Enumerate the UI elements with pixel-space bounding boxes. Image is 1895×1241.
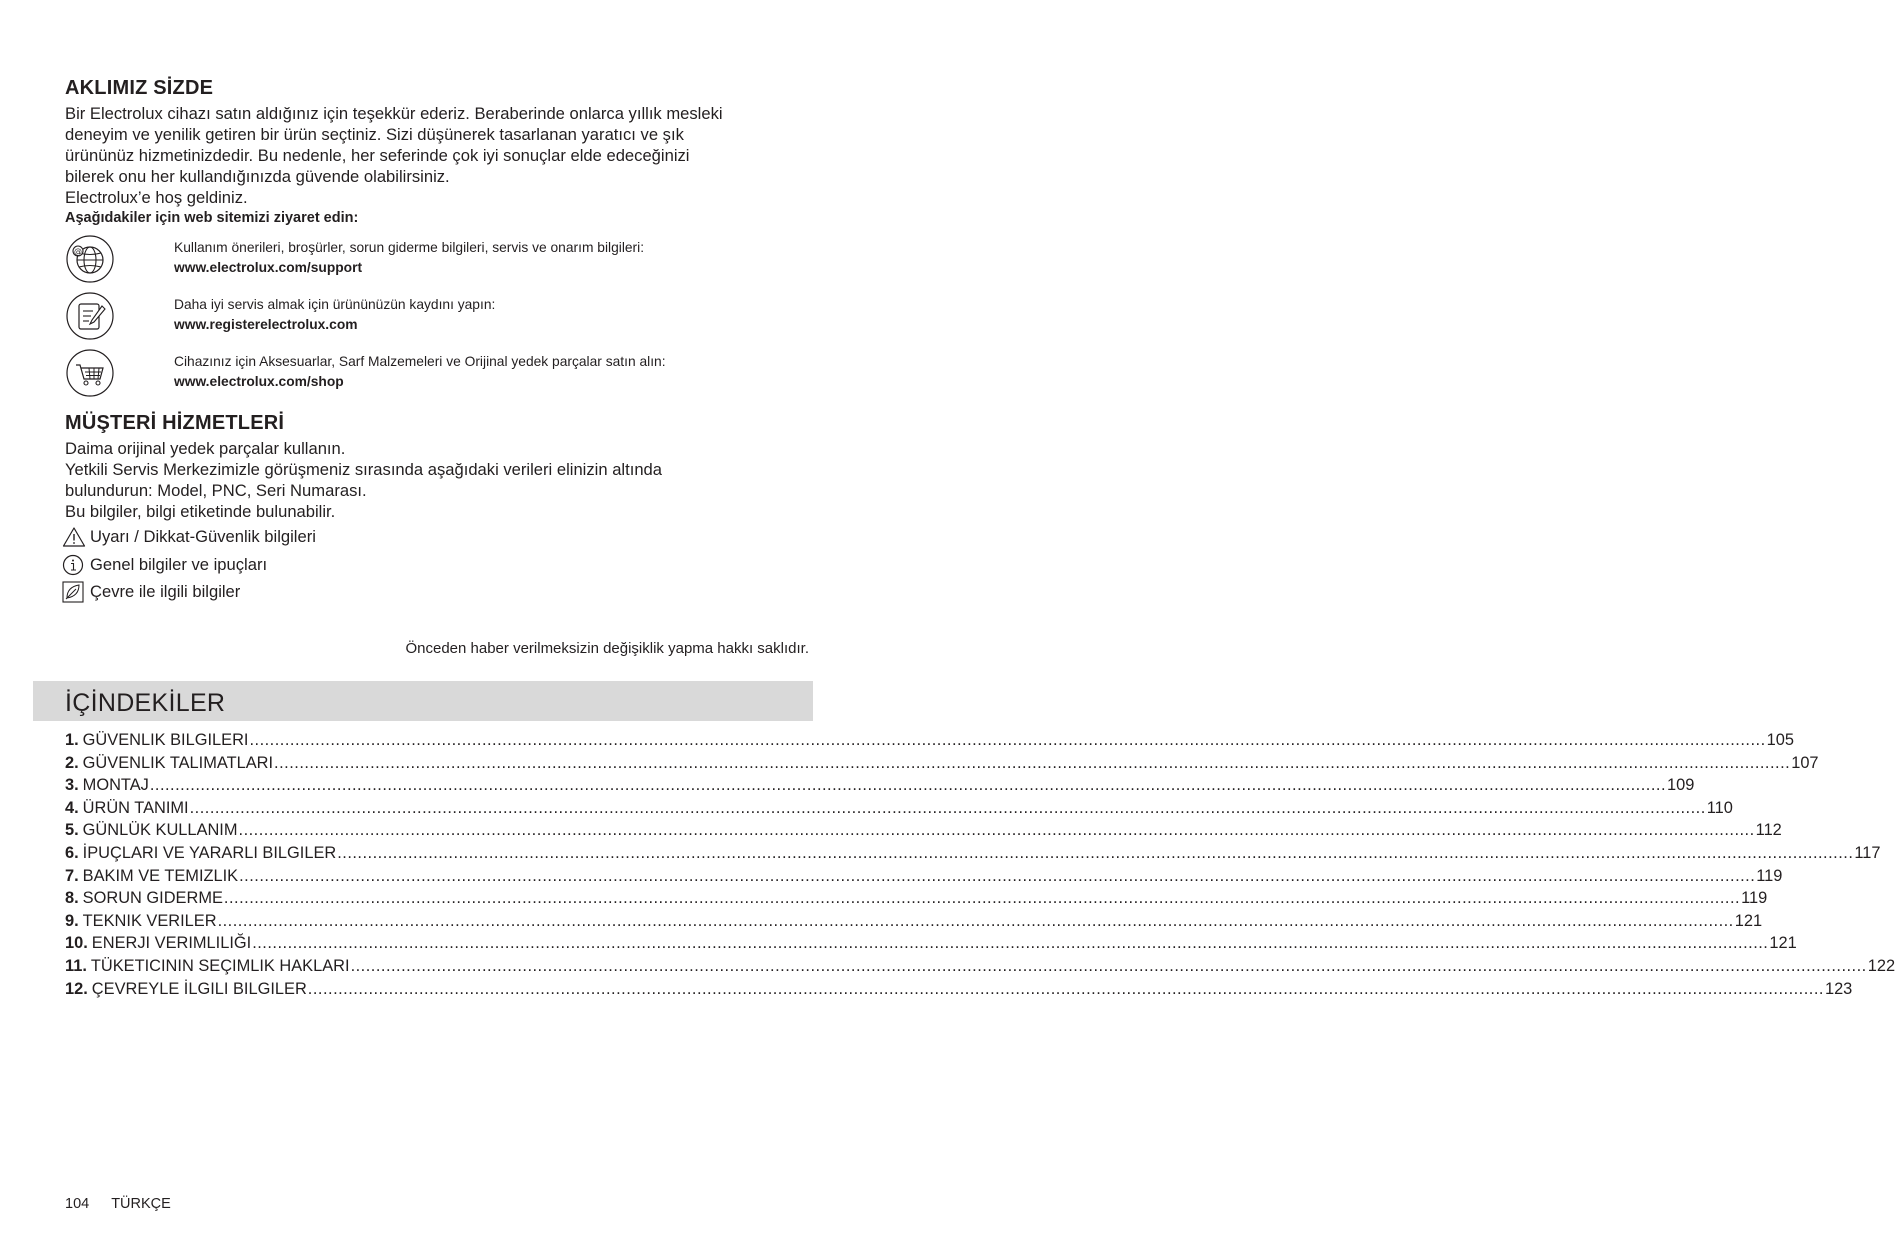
toc-leader-dots: ............................................................................................................................................................................................................................................................................................................: [307, 979, 1824, 998]
toc-leader-dots: ............................................................................................................................................................................................................................................................................................................: [223, 889, 1741, 908]
toc-entry-label: ENERJI VERIMLILIĞI: [91, 934, 252, 953]
toc-entry-number: 4.: [65, 798, 79, 817]
web-link-shop: [65, 348, 825, 400]
toc-entry-page: 121: [1769, 934, 1797, 953]
web-link-description: Kullanım önerileri, broşürler, sorun giderme bilgileri, servis ve onarım bilgileri:: [174, 240, 645, 255]
toc-list: [65, 731, 1895, 1002]
shop-link[interactable]: www.electrolux.com/shop: [174, 374, 344, 389]
toc-entry-page: 109: [1667, 776, 1695, 795]
legend-info: [62, 554, 267, 576]
toc-entry[interactable]: [65, 979, 1853, 1003]
legend-warning: [62, 526, 316, 548]
toc-entry-number: 11.: [65, 956, 87, 975]
web-link-register: [65, 291, 825, 343]
toc-leader-dots: ............................................................................................................................................................................................................................................................................................................: [337, 843, 1854, 862]
toc-leader-dots: ............................................................................................................................................................................................................................................................................................................: [149, 776, 1666, 795]
toc-entry[interactable]: [65, 776, 1695, 799]
toc-entry-label: MONTAJ: [82, 776, 149, 795]
shopping-cart-icon: [65, 348, 115, 398]
toc-entry-page: 122: [1867, 956, 1895, 975]
toc-entry-number: 10.: [65, 934, 88, 953]
customer-service-title: MÜŞTERİ HİZMETLERİ: [65, 412, 285, 434]
toc-entry-page: 105: [1766, 731, 1794, 749]
toc-leader-dots: ............................................................................................................................................................................................................................................................................................................: [189, 798, 1706, 817]
legend-text: Çevre ile ilgili bilgiler: [90, 582, 241, 601]
change-notice: Önceden haber verilmeksizin değişiklik yapma hakkı saklıdır.: [405, 640, 809, 657]
welcome-title: AKLIMIZ SİZDE: [65, 77, 214, 99]
toc-entry-page: 121: [1734, 911, 1763, 930]
customer-service-paragraph: [65, 438, 825, 522]
customer-service-line: Bu bilgiler, bilgi etiketinde bulunabilir.: [65, 502, 336, 521]
toc-entry-label: GÜVENLIK BILGILERI: [82, 731, 249, 749]
toc-entry[interactable]: [65, 821, 1782, 844]
toc-entry-page: 107: [1791, 753, 1819, 772]
toc-entry-page: 119: [1741, 889, 1768, 908]
toc-entry[interactable]: [65, 731, 1794, 754]
toc-entry-number: 12.: [65, 979, 88, 998]
toc-leader-dots: ............................................................................................................................................................................................................................................................................................................: [274, 753, 1791, 772]
toc-entry-label: TÜKETICININ SEÇIMLIK HAKLARI: [90, 956, 350, 975]
web-link-description: Cihazınız için Aksesuarlar, Sarf Malzemeleri ve Orijinal yedek parçalar satın alın:: [174, 354, 666, 369]
toc-leader-dots: ............................................................................................................................................................................................................................................................................................................: [239, 866, 1756, 885]
page-number: 104: [65, 1196, 90, 1212]
customer-service-line: Yetkili Servis Merkezimizle görüşmeniz sırasında aşağıdaki verileri elinizin altında: [65, 460, 663, 479]
toc-entry[interactable]: [65, 866, 1783, 890]
toc-entry[interactable]: [65, 934, 1797, 957]
svg-text:@: @: [74, 247, 82, 256]
toc-entry-label: İPUÇLARI VE YARARLI BILGILER: [82, 843, 337, 862]
welcome-line: ürününüz hizmetinizdedir. Bu nedenle, her seferinde çok iyi sonuçlar elde edeceğinizi: [65, 146, 690, 165]
toc-leader-dots: ............................................................................................................................................................................................................................................................................................................: [249, 731, 1766, 749]
toc-entry-label: GÜNLÜK KULLANIM: [82, 821, 238, 840]
toc-entry-number: 2.: [65, 753, 79, 772]
toc-entry-page: 119: [1756, 866, 1783, 885]
toc-entry-page: 123: [1824, 979, 1853, 998]
legend-text: Uyarı / Dikkat-Güvenlik bilgileri: [90, 527, 316, 546]
customer-service-line: bulundurun: Model, PNC, Seri Numarası.: [65, 481, 367, 500]
toc-entry[interactable]: [65, 843, 1881, 867]
web-link-support: [65, 234, 825, 286]
toc-entry-number: 1.: [65, 731, 79, 749]
toc-entry[interactable]: [65, 753, 1819, 777]
welcome-line: deneyim ve yenilik getiren bir ürün seçtiniz. Sizi düşünerek tasarlanan yaratıcı ve şık: [65, 125, 684, 144]
welcome-paragraph: [65, 103, 825, 229]
toc-entry-number: 7.: [65, 866, 79, 885]
toc-entry[interactable]: [65, 911, 1763, 935]
welcome-line: bilerek onu her kullandığınızda güvende olabilirsiniz.: [65, 167, 450, 186]
welcome-line: Bir Electrolux cihazı satın aldığınız için teşekkür ederiz. Beraberinde onlarca yıllık mesleki: [65, 104, 723, 123]
web-link-description: Daha iyi servis almak için ürününüzün kaydını yapın:: [174, 297, 496, 312]
toc-entry[interactable]: [65, 798, 1733, 822]
toc-entry-number: 3.: [65, 776, 79, 795]
toc-entry[interactable]: [65, 956, 1895, 980]
toc-leader-dots: ............................................................................................................................................................................................................................................................................................................: [217, 911, 1734, 930]
toc-leader-dots: ............................................................................................................................................................................................................................................................................................................: [350, 956, 1867, 975]
toc-leader-dots: ............................................................................................................................................................................................................................................................................................................: [252, 934, 1769, 953]
toc-entry-label: GÜVENLIK TALIMATLARI: [82, 753, 274, 772]
info-circle-icon: [62, 554, 86, 576]
environment-leaf-icon: [62, 581, 86, 603]
toc-entry-page: 117: [1854, 843, 1881, 862]
toc-entry-label: BAKIM VE TEMIZLIK: [82, 866, 239, 885]
toc-entry-label: SORUN GIDERME: [82, 889, 223, 908]
toc-entry-page: 110: [1706, 798, 1733, 817]
toc-leader-dots: ............................................................................................................................................................................................................................................................................................................: [238, 821, 1755, 840]
toc-entry[interactable]: [65, 889, 1768, 912]
register-pen-icon: [65, 291, 115, 341]
web-heading: Aşağıdakiler için web sitemizi ziyaret edin:: [65, 210, 359, 226]
toc-entry-number: 6.: [65, 843, 79, 862]
toc-entry-number: 8.: [65, 889, 79, 908]
globe-at-icon: [65, 234, 115, 284]
toc-entry-number: 9.: [65, 911, 79, 930]
toc-title: İÇİNDEKİLER: [65, 689, 226, 717]
toc-entry-label: TEKNIK VERILER: [82, 911, 217, 930]
toc-header: [33, 681, 813, 721]
toc-entry-label: ÇEVREYLE İLGILI BILGILER: [91, 979, 307, 998]
warning-triangle-icon: [62, 526, 86, 548]
footer-language: TÜRKÇE: [111, 1196, 171, 1212]
welcome-line: Electrolux’e hoş geldiniz.: [65, 188, 248, 207]
toc-entry-page: 112: [1755, 821, 1782, 840]
legend-environment: [62, 581, 240, 603]
register-link[interactable]: www.registerelectrolux.com: [174, 317, 358, 332]
support-link[interactable]: www.electrolux.com/support: [174, 260, 363, 275]
customer-service-line: Daima orijinal yedek parçalar kullanın.: [65, 439, 346, 458]
page-footer: [65, 1196, 171, 1212]
legend-text: Genel bilgiler ve ipuçları: [90, 555, 268, 574]
toc-entry-number: 5.: [65, 821, 79, 840]
toc-entry-label: ÜRÜN TANIMI: [82, 798, 189, 817]
